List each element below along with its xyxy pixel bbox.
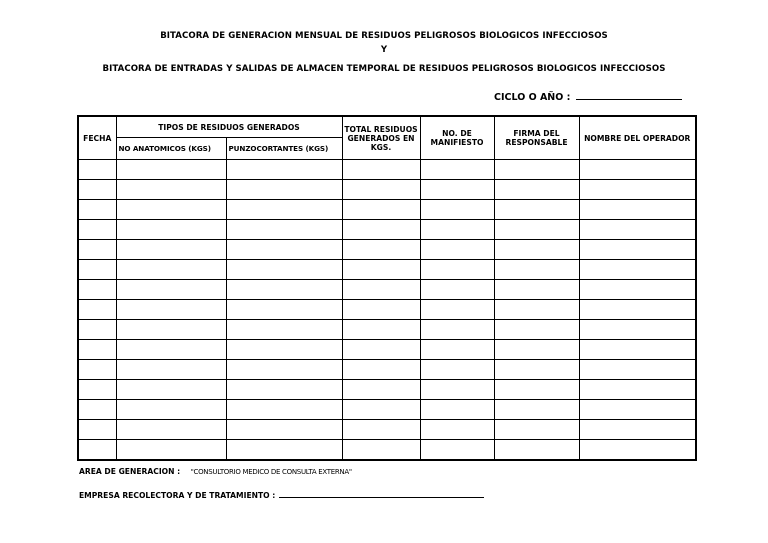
cell-punzocortantes[interactable] xyxy=(226,180,342,200)
table-row xyxy=(78,340,696,360)
cell-operador[interactable] xyxy=(579,440,696,461)
cell-no-anatomicos[interactable] xyxy=(116,420,226,440)
cell-punzocortantes[interactable] xyxy=(226,280,342,300)
cell-firma[interactable] xyxy=(494,400,579,420)
cell-manifiesto[interactable] xyxy=(420,340,494,360)
cell-no-anatomicos[interactable] xyxy=(116,280,226,300)
cell-fecha[interactable] xyxy=(78,240,116,260)
cell-operador[interactable] xyxy=(579,380,696,400)
cell-manifiesto[interactable] xyxy=(420,240,494,260)
area-generacion-value: "CONSULTORIO MEDICO DE CONSULTA EXTERNA" xyxy=(190,468,352,476)
cell-manifiesto[interactable] xyxy=(420,160,494,180)
cell-fecha[interactable] xyxy=(78,340,116,360)
cell-no-anatomicos[interactable] xyxy=(116,260,226,280)
cell-punzocortantes[interactable] xyxy=(226,240,342,260)
cell-manifiesto[interactable] xyxy=(420,380,494,400)
cell-operador[interactable] xyxy=(579,160,696,180)
table-row xyxy=(78,400,696,420)
header-nombre-operador: NOMBRE DEL OPERADOR xyxy=(579,116,696,160)
cell-no-anatomicos[interactable] xyxy=(116,240,226,260)
table-row xyxy=(78,240,696,260)
cell-operador[interactable] xyxy=(579,220,696,240)
cell-punzocortantes[interactable] xyxy=(226,420,342,440)
cell-punzocortantes[interactable] xyxy=(226,260,342,280)
cell-punzocortantes[interactable] xyxy=(226,340,342,360)
cell-total[interactable] xyxy=(342,260,420,280)
header-no-anatomicos: NO ANATOMICOS (KGS) xyxy=(116,138,226,160)
cell-total[interactable] xyxy=(342,280,420,300)
empresa-recolectora-label: EMPRESA RECOLECTORA Y DE TRATAMIENTO : xyxy=(79,491,276,500)
cell-firma[interactable] xyxy=(494,440,579,461)
header-fecha: FECHA xyxy=(78,116,116,160)
cell-manifiesto[interactable] xyxy=(420,420,494,440)
cell-punzocortantes[interactable] xyxy=(226,220,342,240)
cell-no-anatomicos[interactable] xyxy=(116,380,226,400)
cell-punzocortantes[interactable] xyxy=(226,360,342,380)
cell-firma[interactable] xyxy=(494,320,579,340)
cell-total[interactable] xyxy=(342,380,420,400)
cell-operador[interactable] xyxy=(579,300,696,320)
cell-no-anatomicos[interactable] xyxy=(116,340,226,360)
cell-punzocortantes[interactable] xyxy=(226,400,342,420)
table-row xyxy=(78,220,696,240)
cell-operador[interactable] xyxy=(579,180,696,200)
cell-firma[interactable] xyxy=(494,220,579,240)
cell-manifiesto[interactable] xyxy=(420,280,494,300)
cell-no-anatomicos[interactable] xyxy=(116,220,226,240)
cell-firma[interactable] xyxy=(494,180,579,200)
cell-operador[interactable] xyxy=(579,240,696,260)
cell-no-anatomicos[interactable] xyxy=(116,360,226,380)
cell-total[interactable] xyxy=(342,200,420,220)
cell-fecha[interactable] xyxy=(78,320,116,340)
ciclo-label: CICLO O AÑO : xyxy=(494,92,571,103)
cell-manifiesto[interactable] xyxy=(420,440,494,461)
cell-punzocortantes[interactable] xyxy=(226,160,342,180)
cell-fecha[interactable] xyxy=(78,440,116,461)
cell-operador[interactable] xyxy=(579,260,696,280)
cell-no-anatomicos[interactable] xyxy=(116,320,226,340)
title-line-2: Y xyxy=(380,45,388,55)
cell-punzocortantes[interactable] xyxy=(226,440,342,461)
cell-operador[interactable] xyxy=(579,340,696,360)
title-line-1: BITACORA DE GENERACION MENSUAL DE RESIDUOS PELIGROSOS BIOLOGICOS INFECCIOSOS xyxy=(160,31,608,41)
empresa-recolectora xyxy=(79,489,484,500)
cell-fecha[interactable] xyxy=(78,360,116,380)
table-row xyxy=(78,260,696,280)
cell-fecha[interactable] xyxy=(78,200,116,220)
ciclo-field xyxy=(494,90,682,103)
table-row xyxy=(78,180,696,200)
table-row xyxy=(78,200,696,220)
cell-firma[interactable] xyxy=(494,160,579,180)
table-row xyxy=(78,380,696,400)
cell-fecha[interactable] xyxy=(78,420,116,440)
cell-operador[interactable] xyxy=(579,360,696,380)
cell-firma[interactable] xyxy=(494,280,579,300)
table-row xyxy=(78,440,696,461)
cell-fecha[interactable] xyxy=(78,400,116,420)
cell-firma[interactable] xyxy=(494,380,579,400)
cell-punzocortantes[interactable] xyxy=(226,200,342,220)
cell-fecha[interactable] xyxy=(78,280,116,300)
cell-punzocortantes[interactable] xyxy=(226,300,342,320)
cell-no-anatomicos[interactable] xyxy=(116,200,226,220)
cell-manifiesto[interactable] xyxy=(420,220,494,240)
log-table-body xyxy=(78,160,696,461)
cell-fecha[interactable] xyxy=(78,160,116,180)
cell-total[interactable] xyxy=(342,180,420,200)
header-firma-responsable: FIRMA DEL RESPONSABLE xyxy=(494,116,579,160)
cell-total[interactable] xyxy=(342,400,420,420)
header-punzocortantes: PUNZOCORTANTES (KGS) xyxy=(226,138,342,160)
cell-manifiesto[interactable] xyxy=(420,400,494,420)
table-row xyxy=(78,280,696,300)
cell-manifiesto[interactable] xyxy=(420,260,494,280)
cell-operador[interactable] xyxy=(579,400,696,420)
cell-fecha[interactable] xyxy=(78,220,116,240)
cell-no-anatomicos[interactable] xyxy=(116,300,226,320)
cell-no-anatomicos[interactable] xyxy=(116,440,226,461)
cell-operador[interactable] xyxy=(579,320,696,340)
table-row xyxy=(78,360,696,380)
cell-total[interactable] xyxy=(342,440,420,461)
cell-fecha[interactable] xyxy=(78,260,116,280)
area-generacion-label: AREA DE GENERACION : xyxy=(79,467,181,476)
cell-total[interactable] xyxy=(342,420,420,440)
table-row xyxy=(78,420,696,440)
cell-fecha[interactable] xyxy=(78,300,116,320)
header-total-residuos: TOTAL RESIDUOS GENERADOS EN KGS. xyxy=(342,116,420,160)
cell-total[interactable] xyxy=(342,160,420,180)
cell-total[interactable] xyxy=(342,300,420,320)
cell-fecha[interactable] xyxy=(78,380,116,400)
cell-operador[interactable] xyxy=(579,200,696,220)
cell-total[interactable] xyxy=(342,220,420,240)
cell-firma[interactable] xyxy=(494,200,579,220)
cell-fecha[interactable] xyxy=(78,180,116,200)
cell-manifiesto[interactable] xyxy=(420,320,494,340)
cell-no-anatomicos[interactable] xyxy=(116,180,226,200)
cell-operador[interactable] xyxy=(579,420,696,440)
cell-manifiesto[interactable] xyxy=(420,360,494,380)
cell-punzocortantes[interactable] xyxy=(226,380,342,400)
cell-firma[interactable] xyxy=(494,260,579,280)
title-line-3: BITACORA DE ENTRADAS Y SALIDAS DE ALMACEN TEMPORAL DE RESIDUOS PELIGROSOS BIOLOGICOS INFECCIOSOS xyxy=(102,64,666,74)
cell-operador[interactable] xyxy=(579,280,696,300)
cell-firma[interactable] xyxy=(494,360,579,380)
table-row xyxy=(78,160,696,180)
cell-punzocortantes[interactable] xyxy=(226,320,342,340)
cell-total[interactable] xyxy=(342,320,420,340)
table-row xyxy=(78,320,696,340)
cell-firma[interactable] xyxy=(494,420,579,440)
cell-no-anatomicos[interactable] xyxy=(116,400,226,420)
cell-manifiesto[interactable] xyxy=(420,200,494,220)
header-tipos-residuos: TIPOS DE RESIDUOS GENERADOS xyxy=(116,116,342,138)
cell-manifiesto[interactable] xyxy=(420,180,494,200)
cell-total[interactable] xyxy=(342,340,420,360)
table-row xyxy=(78,300,696,320)
cell-total[interactable] xyxy=(342,360,420,380)
log-table xyxy=(77,115,697,461)
cell-firma[interactable] xyxy=(494,300,579,320)
ciclo-blank-line[interactable] xyxy=(576,90,682,100)
empresa-blank-line[interactable] xyxy=(279,489,484,498)
cell-manifiesto[interactable] xyxy=(420,300,494,320)
area-generacion xyxy=(79,467,352,476)
cell-total[interactable] xyxy=(342,240,420,260)
cell-no-anatomicos[interactable] xyxy=(116,160,226,180)
cell-firma[interactable] xyxy=(494,340,579,360)
cell-firma[interactable] xyxy=(494,240,579,260)
header-no-manifiesto: NO. DE MANIFIESTO xyxy=(420,116,494,160)
